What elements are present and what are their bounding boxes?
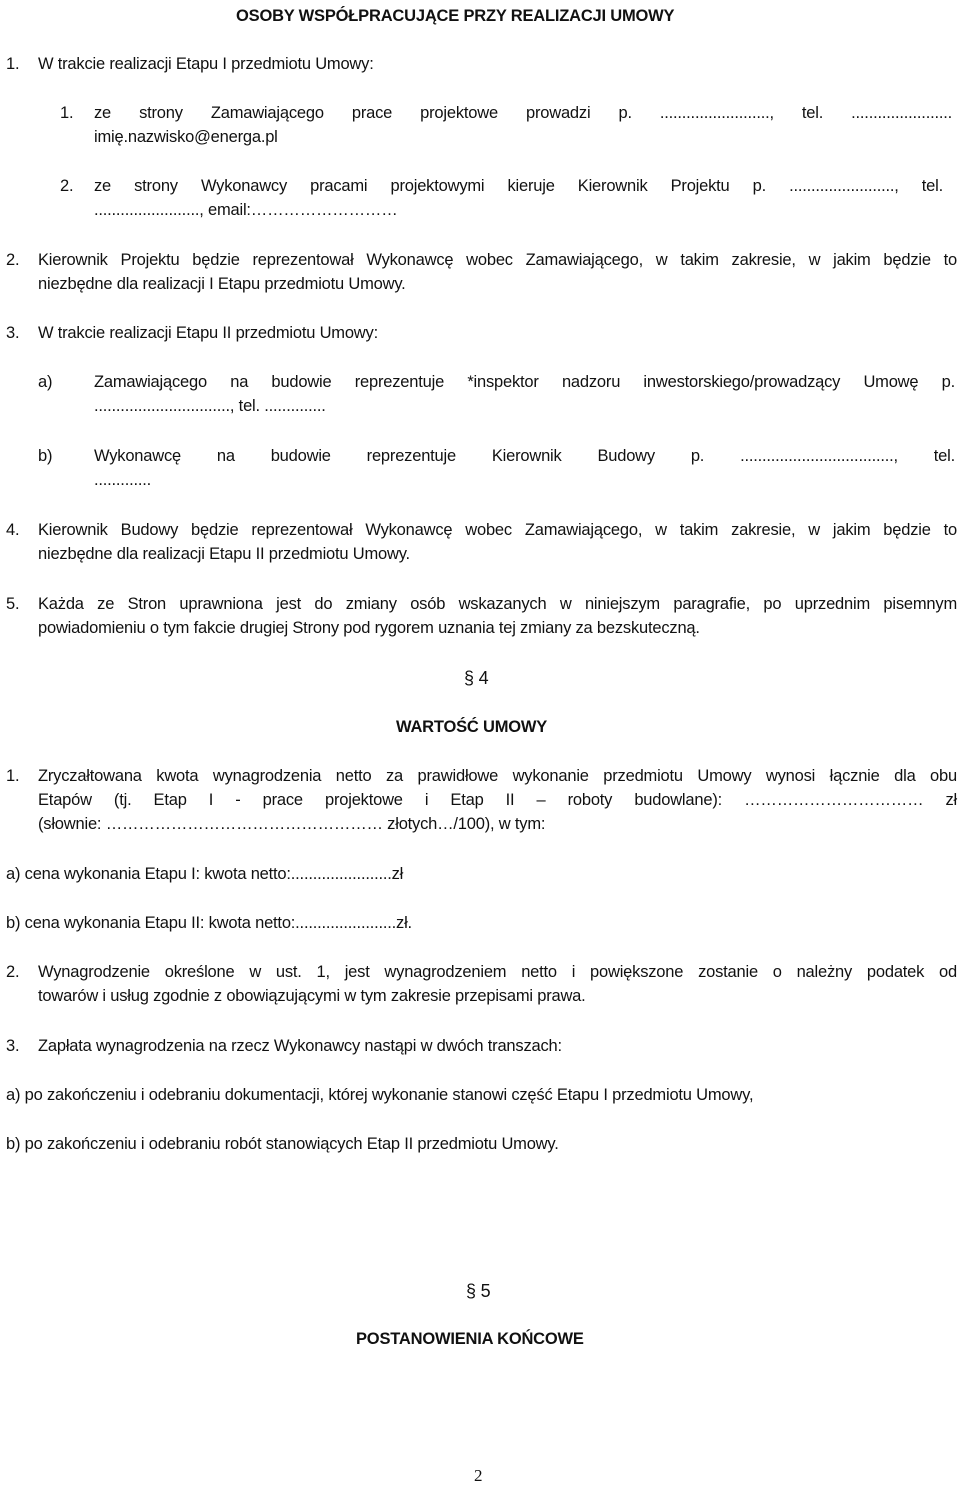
- page-number: 2: [474, 1466, 483, 1485]
- section-header-title: OSOBY WSPÓŁPRACUJĄCE PRZY REALIZACJI UMOWY: [236, 7, 675, 25]
- item-1-sub-2-line-1: ze strony Wykonawcy pracami projektowymi kieruje Kierownik Projektu p. ........................, tel.: [94, 177, 943, 195]
- value-2-line-1: Wynagrodzenie określone w ust. 1, jest wynagrodzeniem netto i powiększone zostanie o należny podatek od: [38, 963, 957, 981]
- value-3-number: 3.: [6, 1037, 20, 1055]
- value-1-line-2: Etapów (tj. Etap I - prace projektowe i Etap II – roboty budowlane): …………………………… zł: [38, 791, 957, 809]
- section-4-sign: § 4: [464, 668, 489, 688]
- item-3-text: W trakcie realizacji Etapu II przedmiotu Umowy:: [38, 324, 378, 342]
- item-1-sub-1-number: 1.: [60, 104, 74, 122]
- value-2-number: 2.: [6, 963, 20, 981]
- item-1-number: 1.: [6, 55, 20, 73]
- section-4-title: WARTOŚĆ UMOWY: [396, 718, 548, 736]
- value-1-b: b) cena wykonania Etapu II: kwota netto:.......................zł.: [6, 914, 412, 932]
- item-5-line-2: powiadomieniu o tym fakcie drugiej Strony pod rygorem uznania tej zmiany za bezskuteczną.: [38, 619, 700, 637]
- value-3-b: b) po zakończeniu i odebraniu robót stanowiących Etap II przedmiotu Umowy.: [6, 1135, 559, 1153]
- item-5-number: 5.: [6, 595, 20, 613]
- section-5-sign: § 5: [466, 1281, 491, 1301]
- value-1-line-1: Zryczałtowana kwota wynagrodzenia netto za prawidłowe wykonanie przedmiotu Umowy wynosi łącznie dla obu: [38, 767, 957, 785]
- value-2-line-2: towarów i usług zgodnie z obowiązującymi w tym zakresie przepisami prawa.: [38, 987, 586, 1005]
- item-1-sub-2-number: 2.: [60, 177, 74, 195]
- item-2-number: 2.: [6, 251, 20, 269]
- item-3-a-line-2: ..............................., tel. ..............: [94, 397, 326, 415]
- item-3-b-label: b): [38, 447, 53, 465]
- value-1-line-3: (słownie: …………………………………………… złotych…/100), w tym:: [38, 815, 546, 833]
- item-3-b-line-1: Wykonawcę na budowie reprezentuje Kierownik Budowy p. ..................................., tel.: [94, 447, 955, 465]
- item-4-line-2: niezbędne dla realizacji Etapu II przedmiotu Umowy.: [38, 545, 410, 563]
- item-3-number: 3.: [6, 324, 20, 342]
- item-1-sub-1-line-1: ze strony Zamawiającego prace projektowe prowadzi p. ........................., tel. .......................: [94, 104, 952, 122]
- value-1-number: 1.: [6, 767, 20, 785]
- item-1-sub-1-email: imię.nazwisko@energa.pl: [94, 128, 278, 146]
- section-5-title: POSTANOWIENIA KOŃCOWE: [356, 1330, 584, 1348]
- item-4-number: 4.: [6, 521, 20, 539]
- item-2-line-1: Kierownik Projektu będzie reprezentował Wykonawcę wobec Zamawiającego, w takim zakresie, w jakim będzie to: [38, 251, 957, 269]
- value-1-a: a) cena wykonania Etapu I: kwota netto:.......................zł: [6, 865, 404, 883]
- item-5-line-1: Każda ze Stron uprawniona jest do zmiany osób wskazanych w niniejszym paragrafie, po uprzednim pisemnym: [38, 595, 957, 613]
- value-3-a: a) po zakończeniu i odebraniu dokumentacji, której wykonanie stanowi część Etapu I przedmiotu Umowy,: [6, 1086, 754, 1104]
- item-1-text: W trakcie realizacji Etapu I przedmiotu Umowy:: [38, 55, 374, 73]
- item-2-line-2: niezbędne dla realizacji I Etapu przedmiotu Umowy.: [38, 275, 406, 293]
- item-3-a-line-1: Zamawiającego na budowie reprezentuje *inspektor nadzoru inwestorskiego/prowadzący Umowę p.: [94, 373, 955, 391]
- item-3-b-line-2: .............: [94, 471, 151, 489]
- item-3-a-label: a): [38, 373, 53, 391]
- item-4-line-1: Kierownik Budowy będzie reprezentował Wykonawcę wobec Zamawiającego, w takim zakresie, w jakim będzie to: [38, 521, 957, 539]
- item-1-sub-2-line-2: ........................, email:………………………: [94, 201, 398, 219]
- value-3-text: Zapłata wynagrodzenia na rzecz Wykonawcy nastąpi w dwóch transzach:: [38, 1037, 562, 1055]
